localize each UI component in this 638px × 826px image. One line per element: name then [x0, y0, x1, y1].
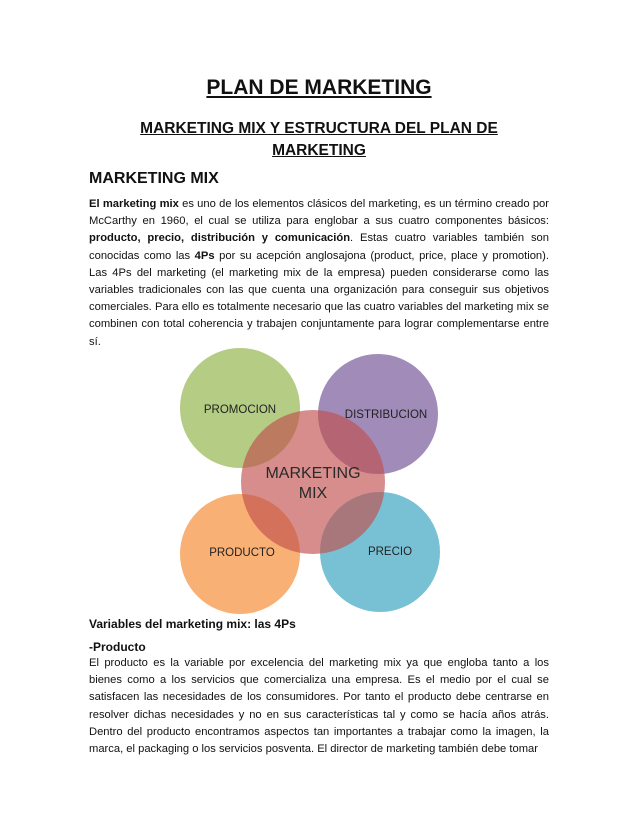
document-title: PLAN DE MARKETING [206, 76, 432, 99]
marketing-mix-diagram [160, 340, 460, 620]
intro-text-1: es uno de los elementos clásicos del marketing, es un término creado por McCarthy en 1960, el cual se utiliza para englobar a sus cuatro componentes básicos: [89, 198, 549, 228]
producto-heading: -Producto [89, 640, 146, 654]
center-label-line-2: MIX [298, 485, 328, 502]
intro-term: El marketing mix [89, 198, 179, 210]
subtitle-line-1: MARKETING MIX Y ESTRUCTURA DEL PLAN DE [140, 120, 498, 137]
marketing-mix-center-circle [241, 410, 385, 554]
producto-paragraph: El producto es la variable por excelencia del marketing mix ya que engloba tanto a los bienes como a los servicios que comercializa una empresa. Es el medio por el cual se satisfacen las necesidades de los consumidores. Por tanto el producto debe centrarse en resolver dichas necesidades y no en sus características tal y como se hacía años atrás. Dentro del producto encontramos aspectos tan importantes a trabajar como la imagen, la marca, el packaging o los servicios posventa. El director de marketing también debe tomar [89, 657, 549, 756]
producto-label: PRODUCTO [209, 547, 275, 559]
intro-text-3: por su acepción anglosajona (product, price, place y promotion). Las 4Ps del marketing (el marketing mix de la empresa) pueden considerarse como las variables tradicionales con las que cuenta una organización para conseguir sus objetivos comerciales. Para ello es totalmente necesario que las cuatro variables del marketing mix se combinen con total coherencia y trabajen conjuntamente para lograr complementarse entre sí. [89, 249, 549, 348]
intro-paragraph [89, 196, 549, 351]
intro-text-2: . Estas cuatro variables también son conocidas como las [89, 232, 549, 262]
section-heading-marketing-mix: MARKETING MIX [89, 170, 219, 187]
precio-label: PRECIO [367, 546, 413, 558]
document-subtitle [110, 118, 528, 162]
center-label-line-1: MARKETING [265, 465, 361, 482]
intro-components: producto, precio, distribución y comunicación [89, 232, 351, 245]
variables-heading: Variables del marketing mix: las 4Ps [89, 617, 296, 631]
promocion-label: PROMOCION [203, 404, 277, 416]
intro-four-ps: 4Ps [194, 249, 215, 262]
subtitle-line-2: MARKETING [272, 142, 366, 159]
distribucion-label: DISTRIBUCION [344, 409, 428, 421]
